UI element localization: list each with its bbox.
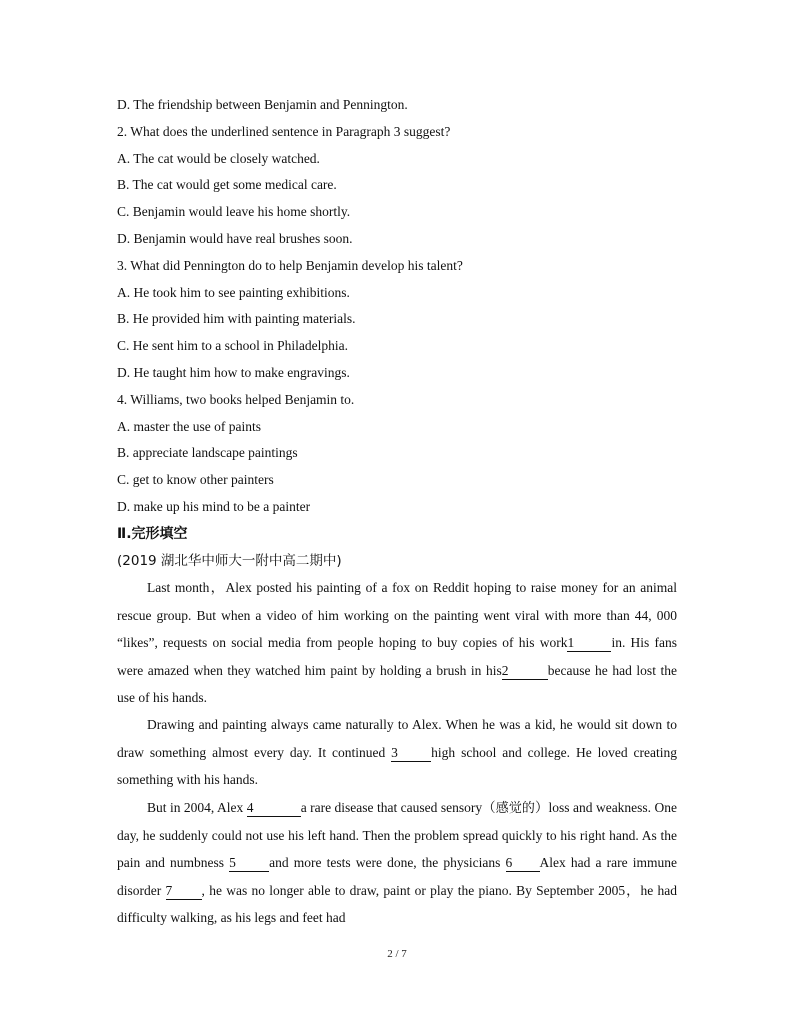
passage-paragraph-3 bbox=[117, 794, 677, 932]
passage-text: , he was no longer able to draw, paint or play the piano. By September 2005，he had difficulty walking, as his legs and feet had bbox=[117, 882, 678, 926]
passage-paragraph-1 bbox=[117, 574, 677, 711]
q3-option-b: B. He provided him with painting materials. bbox=[117, 311, 356, 327]
passage-text: and more tests were done, the physicians bbox=[269, 855, 501, 871]
cloze-blank-3[interactable]: 3 bbox=[391, 744, 431, 762]
cloze-blank-1[interactable]: 1 bbox=[567, 634, 611, 652]
q3-stem: 3. What did Pennington do to help Benjamin develop his talent? bbox=[117, 257, 463, 273]
q4-option-c: C. get to know other painters bbox=[117, 472, 274, 488]
q2-option-b: B. The cat would get some medical care. bbox=[117, 177, 337, 193]
passage-text: ）loss and weakness. One day, he suddenly could not use his left hand. Then the problem spread quickly to his right hand. As the pain and numbness bbox=[117, 799, 677, 871]
passage-text: But in 2004, Alex bbox=[147, 799, 244, 815]
q4-stem: 4. Williams, two books helped Benjamin to. bbox=[117, 391, 355, 407]
passage-text: Alex had a rare immune disorder bbox=[117, 855, 677, 898]
section-title: Ⅱ.完形填空 bbox=[117, 525, 188, 542]
q2-option-d: D. Benjamin would have real brushes soon. bbox=[117, 230, 353, 246]
page-number: 2 / 7 bbox=[387, 948, 407, 960]
passage-text: Last month，Alex posted his painting of a fox on Reddit hoping to raise money for an animal rescue group. But when a video of him working on the painting went viral with more than 44, 000 “likes”, requests on social media from people hoping to buy copies of his work bbox=[117, 580, 677, 651]
q2-option-c: C. Benjamin would leave his home shortly. bbox=[117, 204, 351, 220]
cloze-blank-5[interactable]: 5 bbox=[229, 854, 269, 872]
passage-paragraph-2 bbox=[117, 711, 677, 793]
q4-option-d: D. make up his mind to be a painter bbox=[117, 498, 311, 514]
cloze-blank-6[interactable]: 6 bbox=[506, 854, 540, 872]
q3-option-a: A. He took him to see painting exhibitions. bbox=[117, 284, 350, 300]
cloze-blank-7[interactable]: 7 bbox=[166, 882, 202, 900]
passage-text: in. His fans were amazed when they watched him paint by holding a brush in his bbox=[117, 635, 678, 678]
passage-text: a rare disease that caused sensory（ bbox=[300, 799, 496, 815]
passage-text: because he had lost the use of his hands. bbox=[117, 662, 678, 705]
page-content bbox=[117, 92, 677, 932]
annotation-cjk: 感觉的 bbox=[495, 800, 535, 816]
source-citation: (2019 湖北华中师大一附中高二期中) bbox=[117, 552, 342, 569]
cloze-blank-2[interactable]: 2 bbox=[502, 662, 548, 680]
passage-text: high school and college. He loved creating something with his hands. bbox=[117, 744, 678, 788]
q2-option-a: A. The cat would be closely watched. bbox=[117, 150, 320, 166]
q3-option-d: D. He taught him how to make engravings. bbox=[117, 364, 350, 380]
q1-option-d: D. The friendship between Benjamin and Pennington. bbox=[117, 97, 408, 112]
q4-option-b: B. appreciate landscape paintings bbox=[117, 445, 298, 461]
cloze-blank-4[interactable]: 4 bbox=[247, 799, 301, 817]
q4-option-a: A. master the use of paints bbox=[117, 418, 261, 434]
passage-text: Drawing and painting always came naturally to Alex. When he was a kid, he would sit down to draw something almost every day. It continued bbox=[117, 717, 677, 760]
q3-option-c: C. He sent him to a school in Philadelphia. bbox=[117, 338, 348, 354]
q2-stem: 2. What does the underlined sentence in Paragraph 3 suggest? bbox=[117, 123, 451, 139]
